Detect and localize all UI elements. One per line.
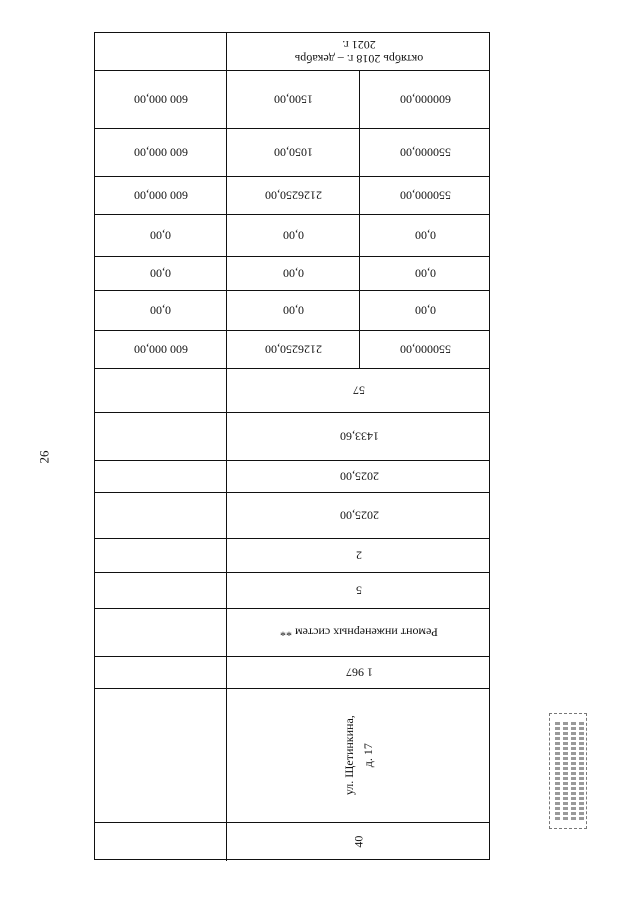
table-cell: 2126250,00 [226,177,359,214]
table-cell: 5 [226,573,491,608]
table-cell: 0,00 [226,291,359,330]
table-cell: 1 967 [226,657,491,688]
table-cell: Ремонт инженерных систем ** [226,609,491,656]
table-cell [95,461,226,492]
page-number: 26 [36,450,52,464]
table-row [95,461,489,493]
table-cell: 550000,00 [359,177,491,214]
table-row [95,413,489,461]
table-cell [95,33,226,70]
table-cell [95,369,226,412]
table-row [95,573,489,609]
table-cell: 2025,00 [226,493,491,538]
table-row [95,33,489,71]
table-row [95,257,489,291]
table-row [95,215,489,257]
table-row [95,823,489,861]
table-row [95,291,489,331]
table-row [95,493,489,539]
table-cell [95,657,226,688]
table-cell [95,493,226,538]
address-house: д. 17 [360,743,375,768]
table-row [95,71,489,129]
table-row [95,689,489,823]
table-cell: 57 [226,369,491,412]
table-row [95,609,489,657]
table-cell: 1500,00 [226,71,359,128]
table-row [95,657,489,689]
table-cell: 0,00 [226,257,359,290]
table-cell: октябрь 2018 г. – декабрь 2021 г. [226,33,491,70]
table-cell: 600 000,00 [133,188,188,203]
table-cell [95,689,226,822]
table-cell: 1050,00 [226,129,359,176]
table-cell: 0,00 [150,228,171,243]
table-cell [95,573,226,608]
table-row [95,331,489,369]
table-row [95,539,489,573]
table-cell [95,609,226,656]
address-street: ул. Щетинкина, [341,715,356,796]
table-cell [95,823,226,861]
document-table [94,32,490,860]
table-cell: 0,00 [150,303,171,318]
table-cell: 600 000,00 [133,92,188,107]
table-cell: 0,00 [359,215,491,256]
table-cell: 0,00 [359,257,491,290]
table-cell: 600000,00 [359,71,491,128]
table-cell: 550000,00 [359,129,491,176]
table-cell: 1433,60 [226,413,491,460]
table-cell: 2 [226,539,491,572]
table-cell: 600 000,00 [133,145,188,160]
table-cell: 550000,00 [359,331,491,368]
table-cell-address [226,689,491,822]
table-row [95,369,489,413]
table-cell [95,539,226,572]
table-row [95,177,489,215]
table-row [95,129,489,177]
table-cell: 40 [226,823,491,861]
table-cell [95,413,226,460]
table-cell: 0,00 [359,291,491,330]
table-cell: 0,00 [226,215,359,256]
stamp-image [549,713,587,829]
table-cell: 600 000,00 [133,342,188,357]
table-cell: 2126250,00 [226,331,359,368]
table-cell: 0,00 [150,266,171,281]
table-cell: 2025,00 [226,461,491,492]
